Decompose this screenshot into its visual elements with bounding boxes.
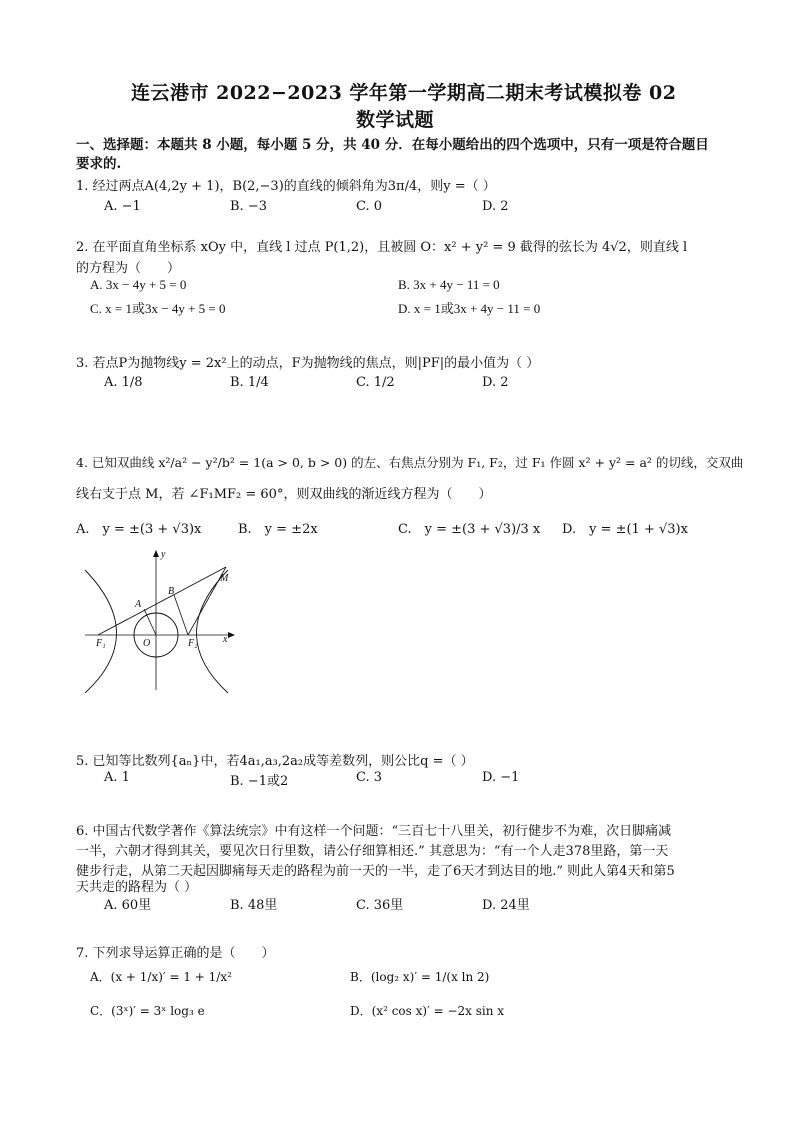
label-o: O bbox=[143, 638, 151, 649]
question-1-option-c[interactable]: C. 0 bbox=[356, 199, 383, 214]
label-f2: F₂ bbox=[188, 638, 198, 649]
y-axis-arrow bbox=[153, 550, 159, 557]
question-6-stem-cont-3: 天共走的路程为（ ） bbox=[76, 880, 198, 895]
question-5-option-d[interactable]: D. −1 bbox=[482, 770, 520, 785]
question-2-stem: 2. 在平面直角坐标系 xOy 中，直线 l 过点 P(1,2)，且被圆 O：x² + y² = 9 截得的弦长为 4√2，则直线 l bbox=[76, 240, 688, 255]
question-1-option-b[interactable]: B. −3 bbox=[230, 199, 267, 214]
question-7-option-c[interactable]: C．(3ˣ)′ = 3ˣ log₃ e bbox=[90, 1004, 205, 1018]
question-2-option-c[interactable]: C. x = 1或3x − 4y + 5 = 0 bbox=[90, 301, 226, 316]
hyperbola-figure bbox=[80, 545, 240, 695]
question-7-option-d[interactable]: D．(x² cos x)′ = −2x sin x bbox=[350, 1004, 505, 1018]
left-branch bbox=[85, 570, 117, 693]
question-6-option-a[interactable]: A. 60里 bbox=[104, 898, 152, 913]
question-6-stem: 6. 中国古代数学著作《算法统宗》中有这样一个问题：“三百七十八里关，初行健步不为难，次日脚痛减 bbox=[76, 824, 672, 839]
question-3-stem: 3. 若点P为抛物线y = 2x²上的动点，F为抛物线的焦点，则|PF|的最小值为（ ） bbox=[76, 356, 540, 371]
question-4-stem-cont: 线右支于点 M，若 ∠F₁MF₂ = 60°，则双曲线的渐近线方程为（ ） bbox=[76, 487, 492, 502]
question-4-option-d[interactable]: D. y = ±(1 + √3)x bbox=[562, 522, 688, 537]
question-2-option-b[interactable]: B. 3x + 4y − 11 = 0 bbox=[398, 277, 500, 292]
question-2-option-d[interactable]: D. x = 1或3x + 4y − 11 = 0 bbox=[398, 301, 541, 316]
section-heading-cont: 要求的. bbox=[76, 156, 122, 172]
page-subtitle: 数学试题 bbox=[356, 109, 435, 131]
question-3-option-b[interactable]: B. 1/4 bbox=[230, 375, 269, 390]
page-title: 连云港市 2022−2023 学年第一学期高二期末考试模拟卷 02 bbox=[131, 82, 677, 104]
question-3-option-d[interactable]: D. 2 bbox=[482, 375, 509, 390]
question-7-stem: 7. 下列求导运算正确的是（ ） bbox=[76, 946, 275, 961]
label-b: B bbox=[168, 586, 175, 597]
question-1-stem: 1. 经过两点A(4,2y + 1)，B(2,−3)的直线的倾斜角为3π/4，则y =（ ） bbox=[76, 179, 496, 194]
section-heading: 一、选择题：本题共 8 小题，每小题 5 分，共 40 分．在每小题给出的四个选项中，只有一项是符合题目 bbox=[76, 137, 709, 153]
question-4-option-c[interactable]: C. y = ±(3 + √3)/3 x bbox=[398, 522, 541, 537]
question-6-stem-cont-2: 健步行走，从第二天起因脚痛每天走的路程为前一天的一半，走了6天才到达目的地.” 则此人第4天和第5 bbox=[76, 864, 675, 879]
label-x: x bbox=[223, 634, 228, 645]
question-7-option-a[interactable]: A．(x + 1/x)′ = 1 + 1/x² bbox=[90, 970, 232, 984]
question-6-option-d[interactable]: D. 24里 bbox=[482, 898, 530, 913]
question-4-option-b[interactable]: B. y = ±2x bbox=[238, 522, 318, 537]
question-1-option-a[interactable]: A. −1 bbox=[104, 199, 141, 214]
question-4-option-a[interactable]: A. y = ±(3 + √3)x bbox=[76, 522, 202, 537]
question-6-option-b[interactable]: B. 48里 bbox=[230, 898, 278, 913]
question-5-option-c[interactable]: C. 3 bbox=[356, 770, 383, 785]
right-branch bbox=[197, 570, 229, 693]
question-4-stem: 4. 已知双曲线 x²/a² − y²/b² = 1(a > 0, b > 0) 的左、右焦点分别为 F₁, F₂，过 F₁ 作圆 x² + y² = a² 的切线，交双曲 bbox=[76, 455, 744, 470]
question-5-stem: 5. 已知等比数列{aₙ}中，若4a₁,a₃,2a₂成等差数列，则公比q =（ ） bbox=[76, 754, 474, 769]
label-m: M bbox=[220, 573, 229, 584]
segment-f2b bbox=[174, 595, 188, 635]
x-axis-arrow bbox=[228, 632, 235, 638]
label-a: A bbox=[135, 599, 142, 610]
question-3-option-a[interactable]: A. 1/8 bbox=[104, 375, 143, 390]
question-5-option-a[interactable]: A. 1 bbox=[104, 770, 130, 785]
question-1-option-d[interactable]: D. 2 bbox=[482, 199, 509, 214]
question-7-option-b[interactable]: B．(log₂ x)′ = 1/(x ln 2) bbox=[350, 970, 490, 984]
question-2-stem-cont: 的方程为（ ） bbox=[76, 261, 181, 276]
question-6-option-c[interactable]: C. 36里 bbox=[356, 898, 404, 913]
label-f1: F₁ bbox=[96, 638, 106, 649]
question-5-option-b[interactable]: B. −1或2 bbox=[230, 774, 289, 789]
label-y: y bbox=[161, 549, 166, 560]
question-3-option-c[interactable]: C. 1/2 bbox=[356, 375, 395, 390]
question-2-option-a[interactable]: A. 3x − 4y + 5 = 0 bbox=[90, 277, 187, 292]
question-6-stem-cont-1: 一半，六朝才得到其关，要见次日行里数，请公仔细算相还.” 其意思为：“有一个人走378里路，第一天 bbox=[76, 844, 669, 859]
